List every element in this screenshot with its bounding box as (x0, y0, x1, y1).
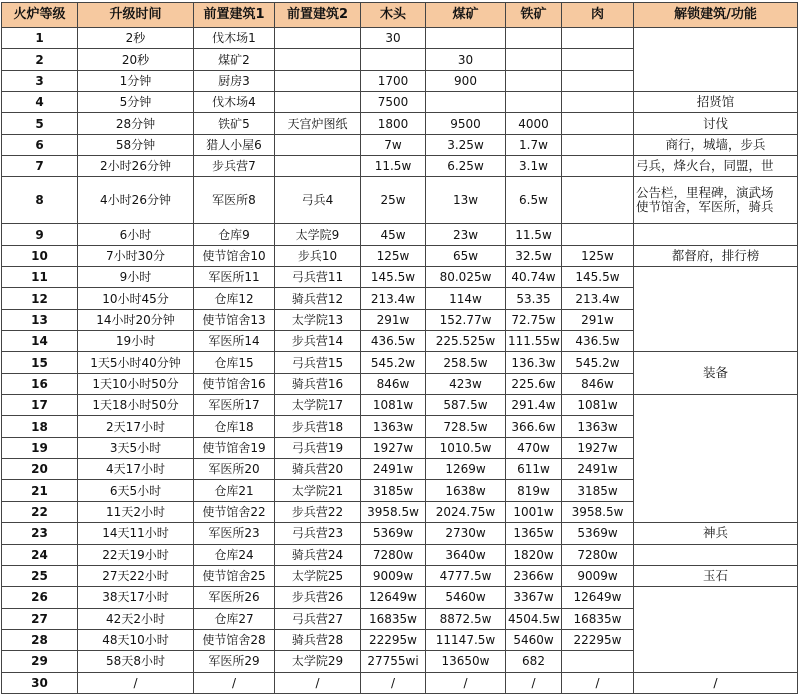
unlocks-cell (634, 177, 798, 224)
prereq1-cell: 军医所11 (194, 267, 275, 288)
prereq1-cell: 仓库15 (194, 352, 275, 373)
meat-cell: 545.2w (562, 352, 634, 373)
wood-cell: 16835w (361, 608, 426, 629)
time-cell: / (78, 672, 194, 693)
wood-cell: 2491w (361, 459, 426, 480)
level-cell: 1 (2, 28, 78, 49)
meat-cell (562, 92, 634, 113)
meat-cell: 1363w (562, 416, 634, 437)
iron-cell: 111.55w (506, 331, 562, 352)
coal-cell: 11147.5w (426, 629, 506, 650)
prereq2-cell: 骑兵营24 (275, 544, 361, 565)
coal-cell: 1638w (426, 480, 506, 501)
time-cell: 2小时26分钟 (78, 156, 194, 177)
meat-cell (562, 70, 634, 91)
table-row (2, 523, 798, 544)
time-cell: 1天18小时50分 (78, 395, 194, 416)
wood-cell: 45w (361, 224, 426, 245)
iron-cell (506, 49, 562, 70)
meat-cell (562, 28, 634, 49)
iron-cell: 1.7w (506, 134, 562, 155)
furnace-upgrade-table (1, 2, 798, 694)
prereq2-cell (275, 92, 361, 113)
prereq2-cell: 步兵营26 (275, 587, 361, 608)
prereq1-cell: 仓库9 (194, 224, 275, 245)
coal-cell: 258.5w (426, 352, 506, 373)
header-unlocks: 解锁建筑/功能 (634, 3, 798, 28)
wood-cell: 145.5w (361, 267, 426, 288)
wood-cell: 22295w (361, 629, 426, 650)
prereq2-cell: 天宫炉图纸 (275, 113, 361, 134)
coal-cell: 225.525w (426, 331, 506, 352)
prereq1-cell: 使节馆舍25 (194, 565, 275, 586)
coal-cell: 728.5w (426, 416, 506, 437)
time-cell: 20秒 (78, 49, 194, 70)
iron-cell: 6.5w (506, 177, 562, 224)
wood-cell (361, 49, 426, 70)
unlocks-line: 使节馆舍，军医所，骑兵 (636, 199, 774, 215)
unlocks-cell (634, 544, 798, 565)
meat-cell: 3958.5w (562, 501, 634, 522)
wood-cell: 5369w (361, 523, 426, 544)
iron-cell: 11.5w (506, 224, 562, 245)
unlocks-cell (634, 224, 798, 245)
unlocks-cell (634, 587, 798, 672)
meat-cell: 1927w (562, 437, 634, 458)
meat-cell: 213.4w (562, 288, 634, 309)
wood-cell: 7280w (361, 544, 426, 565)
table-row (2, 156, 798, 177)
coal-cell: 80.025w (426, 267, 506, 288)
iron-cell: 136.3w (506, 352, 562, 373)
coal-cell: 65w (426, 245, 506, 266)
prereq1-cell: 军医所29 (194, 651, 275, 672)
unlocks-cell: 都督府，排行榜 (634, 245, 798, 266)
prereq2-cell: 弓兵营23 (275, 523, 361, 544)
meat-cell: 291w (562, 309, 634, 330)
prereq1-cell: 军医所20 (194, 459, 275, 480)
time-cell: 48天10小时 (78, 629, 194, 650)
coal-cell: / (426, 672, 506, 693)
prereq1-cell: / (194, 672, 275, 693)
wood-cell: 1927w (361, 437, 426, 458)
coal-cell: 5460w (426, 587, 506, 608)
coal-cell: 587.5w (426, 395, 506, 416)
level-cell: 17 (2, 395, 78, 416)
level-cell: 9 (2, 224, 78, 245)
iron-cell (506, 92, 562, 113)
level-cell: 6 (2, 134, 78, 155)
time-cell: 1分钟 (78, 70, 194, 91)
wood-cell: 3185w (361, 480, 426, 501)
time-cell: 38天17小时 (78, 587, 194, 608)
coal-cell: 4777.5w (426, 565, 506, 586)
level-cell: 23 (2, 523, 78, 544)
prereq2-cell: 弓兵营11 (275, 267, 361, 288)
level-cell: 29 (2, 651, 78, 672)
unlocks-line: 公告栏，里程碑，演武场 (636, 185, 774, 201)
meat-cell: 145.5w (562, 267, 634, 288)
iron-cell: 1365w (506, 523, 562, 544)
wood-cell: 846w (361, 373, 426, 394)
unlocks-cell: 招贤馆 (634, 92, 798, 113)
meat-cell (562, 113, 634, 134)
header-prereq-2: 前置建筑2 (275, 3, 361, 28)
meat-cell (562, 224, 634, 245)
table-row (2, 134, 798, 155)
prereq2-cell: 骑兵营16 (275, 373, 361, 394)
coal-cell: 423w (426, 373, 506, 394)
header-upgrade-time: 升级时间 (78, 3, 194, 28)
table-row (2, 224, 798, 245)
unlocks-cell: 神兵 (634, 523, 798, 544)
iron-cell: 4000 (506, 113, 562, 134)
unlocks-cell (634, 395, 798, 523)
prereq2-cell: 骑兵营28 (275, 629, 361, 650)
time-cell: 10小时45分 (78, 288, 194, 309)
iron-cell: 2366w (506, 565, 562, 586)
unlocks-cell (634, 28, 798, 92)
meat-cell: / (562, 672, 634, 693)
prereq2-cell: 太学院29 (275, 651, 361, 672)
wood-cell: 1363w (361, 416, 426, 437)
prereq2-cell: 步兵10 (275, 245, 361, 266)
unlocks-cell (634, 267, 798, 352)
coal-cell: 900 (426, 70, 506, 91)
wood-cell: 27755wi (361, 651, 426, 672)
table-row (2, 92, 798, 113)
level-cell: 15 (2, 352, 78, 373)
iron-cell: 291.4w (506, 395, 562, 416)
coal-cell: 3.25w (426, 134, 506, 155)
time-cell: 3天5小时 (78, 437, 194, 458)
level-cell: 10 (2, 245, 78, 266)
iron-cell: 3367w (506, 587, 562, 608)
time-cell: 6小时 (78, 224, 194, 245)
time-cell: 2天17小时 (78, 416, 194, 437)
table-row (2, 28, 798, 49)
meat-cell: 846w (562, 373, 634, 394)
iron-cell: 682 (506, 651, 562, 672)
table-row (2, 395, 798, 416)
wood-cell: 291w (361, 309, 426, 330)
time-cell: 11天2小时 (78, 501, 194, 522)
coal-cell: 152.77w (426, 309, 506, 330)
prereq1-cell: 伐木场4 (194, 92, 275, 113)
time-cell: 14小时20分钟 (78, 309, 194, 330)
prereq1-cell: 军医所26 (194, 587, 275, 608)
level-cell: 28 (2, 629, 78, 650)
iron-cell: 1001w (506, 501, 562, 522)
level-cell: 21 (2, 480, 78, 501)
prereq2-cell (275, 49, 361, 70)
prereq1-cell: 仓库24 (194, 544, 275, 565)
time-cell: 1天5小时40分钟 (78, 352, 194, 373)
table-row (2, 245, 798, 266)
iron-cell: 32.5w (506, 245, 562, 266)
time-cell: 7小时30分 (78, 245, 194, 266)
prereq2-cell: 步兵营22 (275, 501, 361, 522)
table-body (2, 28, 798, 694)
time-cell: 42天2小时 (78, 608, 194, 629)
level-cell: 3 (2, 70, 78, 91)
prereq2-cell: 步兵营18 (275, 416, 361, 437)
header-coal: 煤矿 (426, 3, 506, 28)
level-cell: 19 (2, 437, 78, 458)
level-cell: 20 (2, 459, 78, 480)
time-cell: 58分钟 (78, 134, 194, 155)
unlocks-cell: 讨伐 (634, 113, 798, 134)
level-cell: 16 (2, 373, 78, 394)
prereq2-cell: 太学院13 (275, 309, 361, 330)
iron-cell: 53.35 (506, 288, 562, 309)
meat-cell (562, 49, 634, 70)
prereq2-cell: 弓兵营19 (275, 437, 361, 458)
header-prereq-1: 前置建筑1 (194, 3, 275, 28)
meat-cell: 22295w (562, 629, 634, 650)
table-row (2, 587, 798, 608)
time-cell: 9小时 (78, 267, 194, 288)
level-cell: 4 (2, 92, 78, 113)
iron-cell: 5460w (506, 629, 562, 650)
level-cell: 27 (2, 608, 78, 629)
prereq1-cell: 仓库18 (194, 416, 275, 437)
coal-cell (426, 28, 506, 49)
prereq1-cell: 仓库12 (194, 288, 275, 309)
wood-cell: 125w (361, 245, 426, 266)
meat-cell: 16835w (562, 608, 634, 629)
wood-cell: 1081w (361, 395, 426, 416)
wood-cell: 7w (361, 134, 426, 155)
meat-cell: 5369w (562, 523, 634, 544)
iron-cell: 225.6w (506, 373, 562, 394)
coal-cell: 2730w (426, 523, 506, 544)
wood-cell: / (361, 672, 426, 693)
prereq2-cell: 骑兵营20 (275, 459, 361, 480)
wood-cell: 30 (361, 28, 426, 49)
level-cell: 18 (2, 416, 78, 437)
level-cell: 24 (2, 544, 78, 565)
table-row (2, 352, 798, 373)
prereq1-cell: 使节馆舍28 (194, 629, 275, 650)
meat-cell: 3185w (562, 480, 634, 501)
prereq2-cell: 太学院17 (275, 395, 361, 416)
iron-cell: 4504.5w (506, 608, 562, 629)
level-cell: 2 (2, 49, 78, 70)
prereq1-cell: 使节馆舍16 (194, 373, 275, 394)
meat-cell: 125w (562, 245, 634, 266)
iron-cell: 366.6w (506, 416, 562, 437)
prereq1-cell: 使节馆舍22 (194, 501, 275, 522)
meat-cell: 436.5w (562, 331, 634, 352)
prereq1-cell: 使节馆舍13 (194, 309, 275, 330)
iron-cell: 3.1w (506, 156, 562, 177)
coal-cell: 1010.5w (426, 437, 506, 458)
prereq2-cell: 骑兵营12 (275, 288, 361, 309)
iron-cell: 611w (506, 459, 562, 480)
prereq1-cell: 使节馆舍10 (194, 245, 275, 266)
iron-cell: / (506, 672, 562, 693)
prereq2-cell: / (275, 672, 361, 693)
time-cell: 27天22小时 (78, 565, 194, 586)
coal-cell: 23w (426, 224, 506, 245)
header-meat: 肉 (562, 3, 634, 28)
prereq2-cell: 步兵营14 (275, 331, 361, 352)
table-row (2, 672, 798, 693)
prereq1-cell: 铁矿5 (194, 113, 275, 134)
coal-cell: 13w (426, 177, 506, 224)
prereq2-cell: 太学院21 (275, 480, 361, 501)
prereq1-cell: 步兵营7 (194, 156, 275, 177)
coal-cell: 3640w (426, 544, 506, 565)
table-row (2, 267, 798, 288)
prereq2-cell: 弓兵4 (275, 177, 361, 224)
table-row (2, 113, 798, 134)
time-cell: 5分钟 (78, 92, 194, 113)
level-cell: 12 (2, 288, 78, 309)
coal-cell: 13650w (426, 651, 506, 672)
time-cell: 4小时26分钟 (78, 177, 194, 224)
wood-cell: 213.4w (361, 288, 426, 309)
wood-cell: 1700 (361, 70, 426, 91)
iron-cell (506, 70, 562, 91)
prereq1-cell: 使节馆舍19 (194, 437, 275, 458)
unlocks-cell: 玉石 (634, 565, 798, 586)
level-cell: 13 (2, 309, 78, 330)
time-cell: 28分钟 (78, 113, 194, 134)
time-cell: 1天10小时50分 (78, 373, 194, 394)
iron-cell: 470w (506, 437, 562, 458)
wood-cell: 3958.5w (361, 501, 426, 522)
level-cell: 14 (2, 331, 78, 352)
iron-cell: 1820w (506, 544, 562, 565)
prereq1-cell: 厨房3 (194, 70, 275, 91)
prereq2-cell (275, 28, 361, 49)
meat-cell: 7280w (562, 544, 634, 565)
prereq2-cell: 太学院25 (275, 565, 361, 586)
coal-cell: 2024.75w (426, 501, 506, 522)
level-cell: 7 (2, 156, 78, 177)
coal-cell: 1269w (426, 459, 506, 480)
coal-cell: 6.25w (426, 156, 506, 177)
prereq2-cell: 太学院9 (275, 224, 361, 245)
prereq1-cell: 猎人小屋6 (194, 134, 275, 155)
prereq1-cell: 伐木场1 (194, 28, 275, 49)
unlocks-cell: 装备 (634, 352, 798, 395)
table-row (2, 565, 798, 586)
prereq1-cell: 仓库21 (194, 480, 275, 501)
prereq1-cell: 军医所23 (194, 523, 275, 544)
meat-cell (562, 177, 634, 224)
iron-cell: 72.75w (506, 309, 562, 330)
coal-cell: 30 (426, 49, 506, 70)
wood-cell: 1800 (361, 113, 426, 134)
prereq2-cell (275, 70, 361, 91)
meat-cell: 9009w (562, 565, 634, 586)
coal-cell: 8872.5w (426, 608, 506, 629)
header-level: 火炉等级 (2, 3, 78, 28)
level-cell: 5 (2, 113, 78, 134)
time-cell: 58天8小时 (78, 651, 194, 672)
wood-cell: 9009w (361, 565, 426, 586)
unlocks-cell: 商行，城墙，步兵 (634, 134, 798, 155)
iron-cell (506, 28, 562, 49)
prereq1-cell: 煤矿2 (194, 49, 275, 70)
level-cell: 8 (2, 177, 78, 224)
prereq2-cell (275, 156, 361, 177)
meat-cell (562, 156, 634, 177)
level-cell: 26 (2, 587, 78, 608)
meat-cell: 2491w (562, 459, 634, 480)
prereq1-cell: 仓库27 (194, 608, 275, 629)
wood-cell: 545.2w (361, 352, 426, 373)
time-cell: 4天17小时 (78, 459, 194, 480)
iron-cell: 40.74w (506, 267, 562, 288)
coal-cell (426, 92, 506, 113)
time-cell: 6天5小时 (78, 480, 194, 501)
header-iron: 铁矿 (506, 3, 562, 28)
coal-cell: 114w (426, 288, 506, 309)
time-cell: 22天19小时 (78, 544, 194, 565)
iron-cell: 819w (506, 480, 562, 501)
unlocks-cell: 弓兵，烽火台，同盟，世 (634, 156, 798, 177)
wood-cell: 11.5w (361, 156, 426, 177)
prereq2-cell: 弓兵营15 (275, 352, 361, 373)
meat-cell (562, 651, 634, 672)
coal-cell: 9500 (426, 113, 506, 134)
prereq1-cell: 军医所17 (194, 395, 275, 416)
time-cell: 19小时 (78, 331, 194, 352)
table-row (2, 177, 798, 224)
table-row (2, 544, 798, 565)
prereq2-cell (275, 134, 361, 155)
level-cell: 25 (2, 565, 78, 586)
time-cell: 2秒 (78, 28, 194, 49)
meat-cell: 1081w (562, 395, 634, 416)
meat-cell (562, 134, 634, 155)
prereq1-cell: 军医所8 (194, 177, 275, 224)
unlocks-cell: / (634, 672, 798, 693)
level-cell: 11 (2, 267, 78, 288)
level-cell: 22 (2, 501, 78, 522)
meat-cell: 12649w (562, 587, 634, 608)
time-cell: 14天11小时 (78, 523, 194, 544)
wood-cell: 7500 (361, 92, 426, 113)
wood-cell: 12649w (361, 587, 426, 608)
header-row (2, 3, 798, 28)
prereq1-cell: 军医所14 (194, 331, 275, 352)
header-wood: 木头 (361, 3, 426, 28)
prereq2-cell: 弓兵营27 (275, 608, 361, 629)
wood-cell: 436.5w (361, 331, 426, 352)
level-cell: 30 (2, 672, 78, 693)
wood-cell: 25w (361, 177, 426, 224)
